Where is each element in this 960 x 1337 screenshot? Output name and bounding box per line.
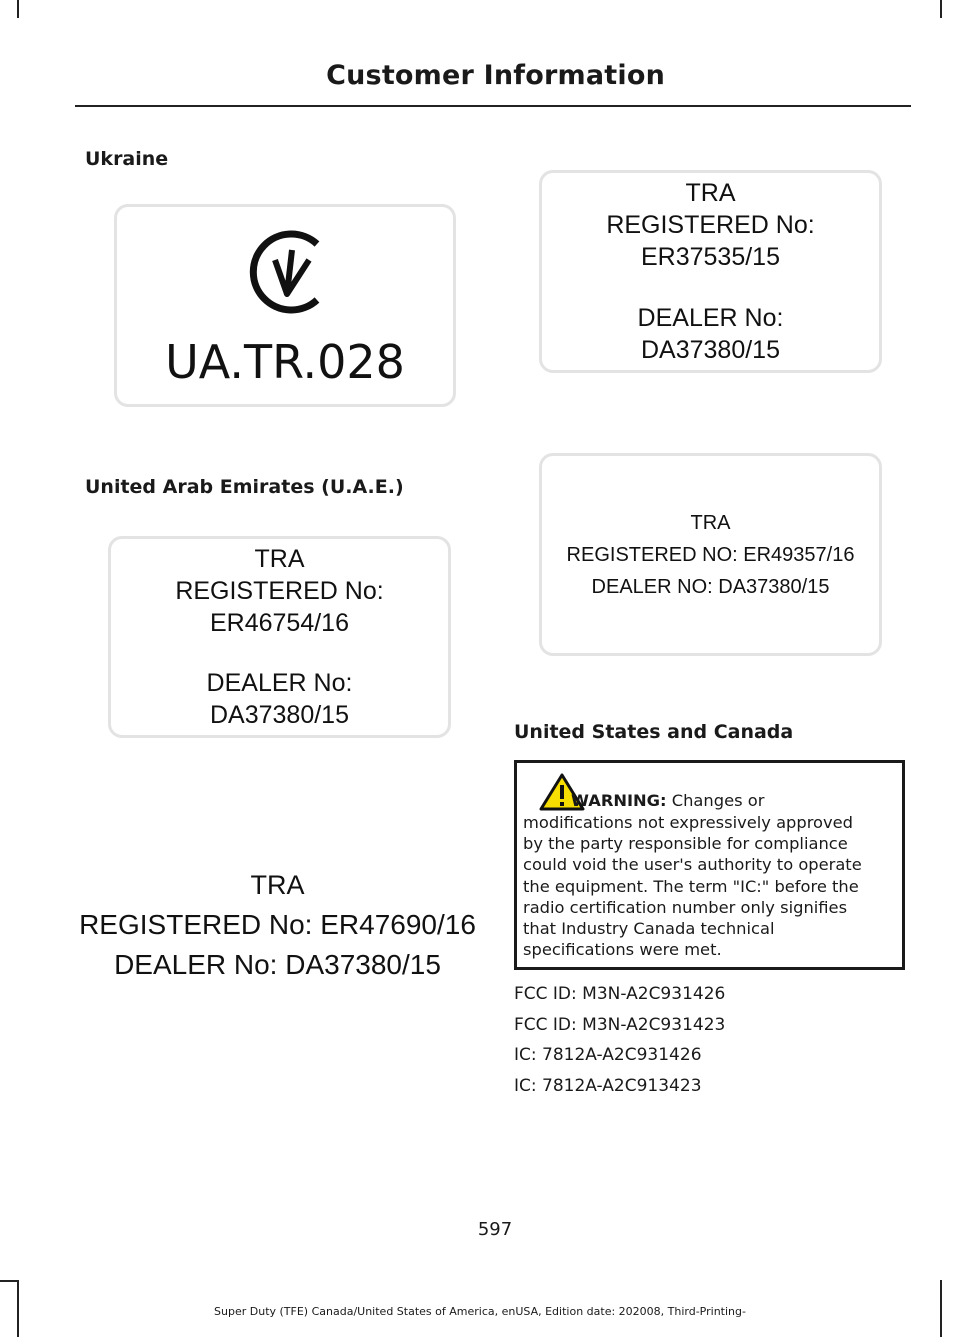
footer-edition-text: Super Duty (TFE) Canada/United States of America, enUSA, Edition date: 202008, Third-Printing- (214, 1305, 746, 1318)
tra-dealer-number: DA37380/15 (209, 701, 349, 729)
warning-text-line: by the party responsible for compliance (523, 834, 848, 853)
tra-registered-label: REGISTERED No: (175, 577, 384, 605)
warning-text-line: modifications not expressively approved (523, 813, 854, 832)
ic-id-2: IC: 7812A-A2C913423 (514, 1076, 702, 1096)
fcc-id-1: FCC ID: M3N-A2C931426 (514, 984, 726, 1004)
section-heading-uae: United Arab Emirates (U.A.E.) (85, 476, 404, 498)
warning-first-line (571, 791, 764, 810)
tra-label-title: TRA (685, 179, 736, 207)
tra-label-title: TRA (250, 870, 305, 900)
ic-id-1: IC: 7812A-A2C931426 (514, 1045, 702, 1065)
tra-registered-line: REGISTERED No: ER47690/16 (79, 909, 476, 940)
page-number: 597 (477, 1219, 513, 1240)
tra-label-title: TRA (690, 512, 731, 534)
tra-registered-line: REGISTERED NO: ER49357/16 (566, 544, 855, 566)
tra-dealer-line: DEALER No: DA37380/15 (114, 949, 441, 980)
tra-registered-number: ER37535/15 (640, 243, 780, 271)
tra-registered-number: ER46754/16 (209, 609, 349, 637)
warning-text-line: Changes or (671, 791, 765, 810)
ukraine-mark-code: UA.TR.028 (165, 335, 405, 389)
ukraine-certification-mark (114, 204, 456, 407)
tra-label-title: TRA (254, 545, 305, 573)
tra-dealer-label: DEALER No: (206, 669, 353, 697)
tra-dealer-number: DA37380/15 (640, 336, 780, 364)
section-heading-ukraine: Ukraine (85, 148, 169, 170)
ukraine-trident-mark-icon (235, 222, 335, 322)
warning-label: WARNING: (571, 791, 667, 810)
crop-mark-bottom-left-corner (0, 1280, 19, 1282)
warning-text-line: specifications were met. (523, 940, 722, 959)
warning-text-line: radio certification number only signifies (523, 898, 848, 917)
crop-mark-top-right (940, 0, 942, 18)
fcc-id-2: FCC ID: M3N-A2C931423 (514, 1015, 726, 1035)
warning-text-line: the equipment. The term "IC:" before the (523, 877, 859, 896)
header-divider (75, 105, 911, 107)
warning-box (514, 760, 905, 970)
tra-label-er46754 (108, 536, 451, 738)
section-heading-us-canada: United States and Canada (514, 721, 794, 743)
warning-text-line: could void the user's authority to operate (523, 855, 862, 874)
tra-registered-label: REGISTERED No: (606, 211, 815, 239)
tra-dealer-line: DEALER NO: DA37380/15 (591, 576, 830, 598)
tra-label-er37535 (539, 170, 882, 373)
crop-mark-top-left (17, 0, 19, 18)
warning-text-line: that Industry Canada technical (523, 919, 775, 938)
page-title: Customer Information (326, 60, 665, 91)
tra-dealer-label: DEALER No: (637, 304, 784, 332)
tra-label-er49357 (539, 453, 882, 656)
